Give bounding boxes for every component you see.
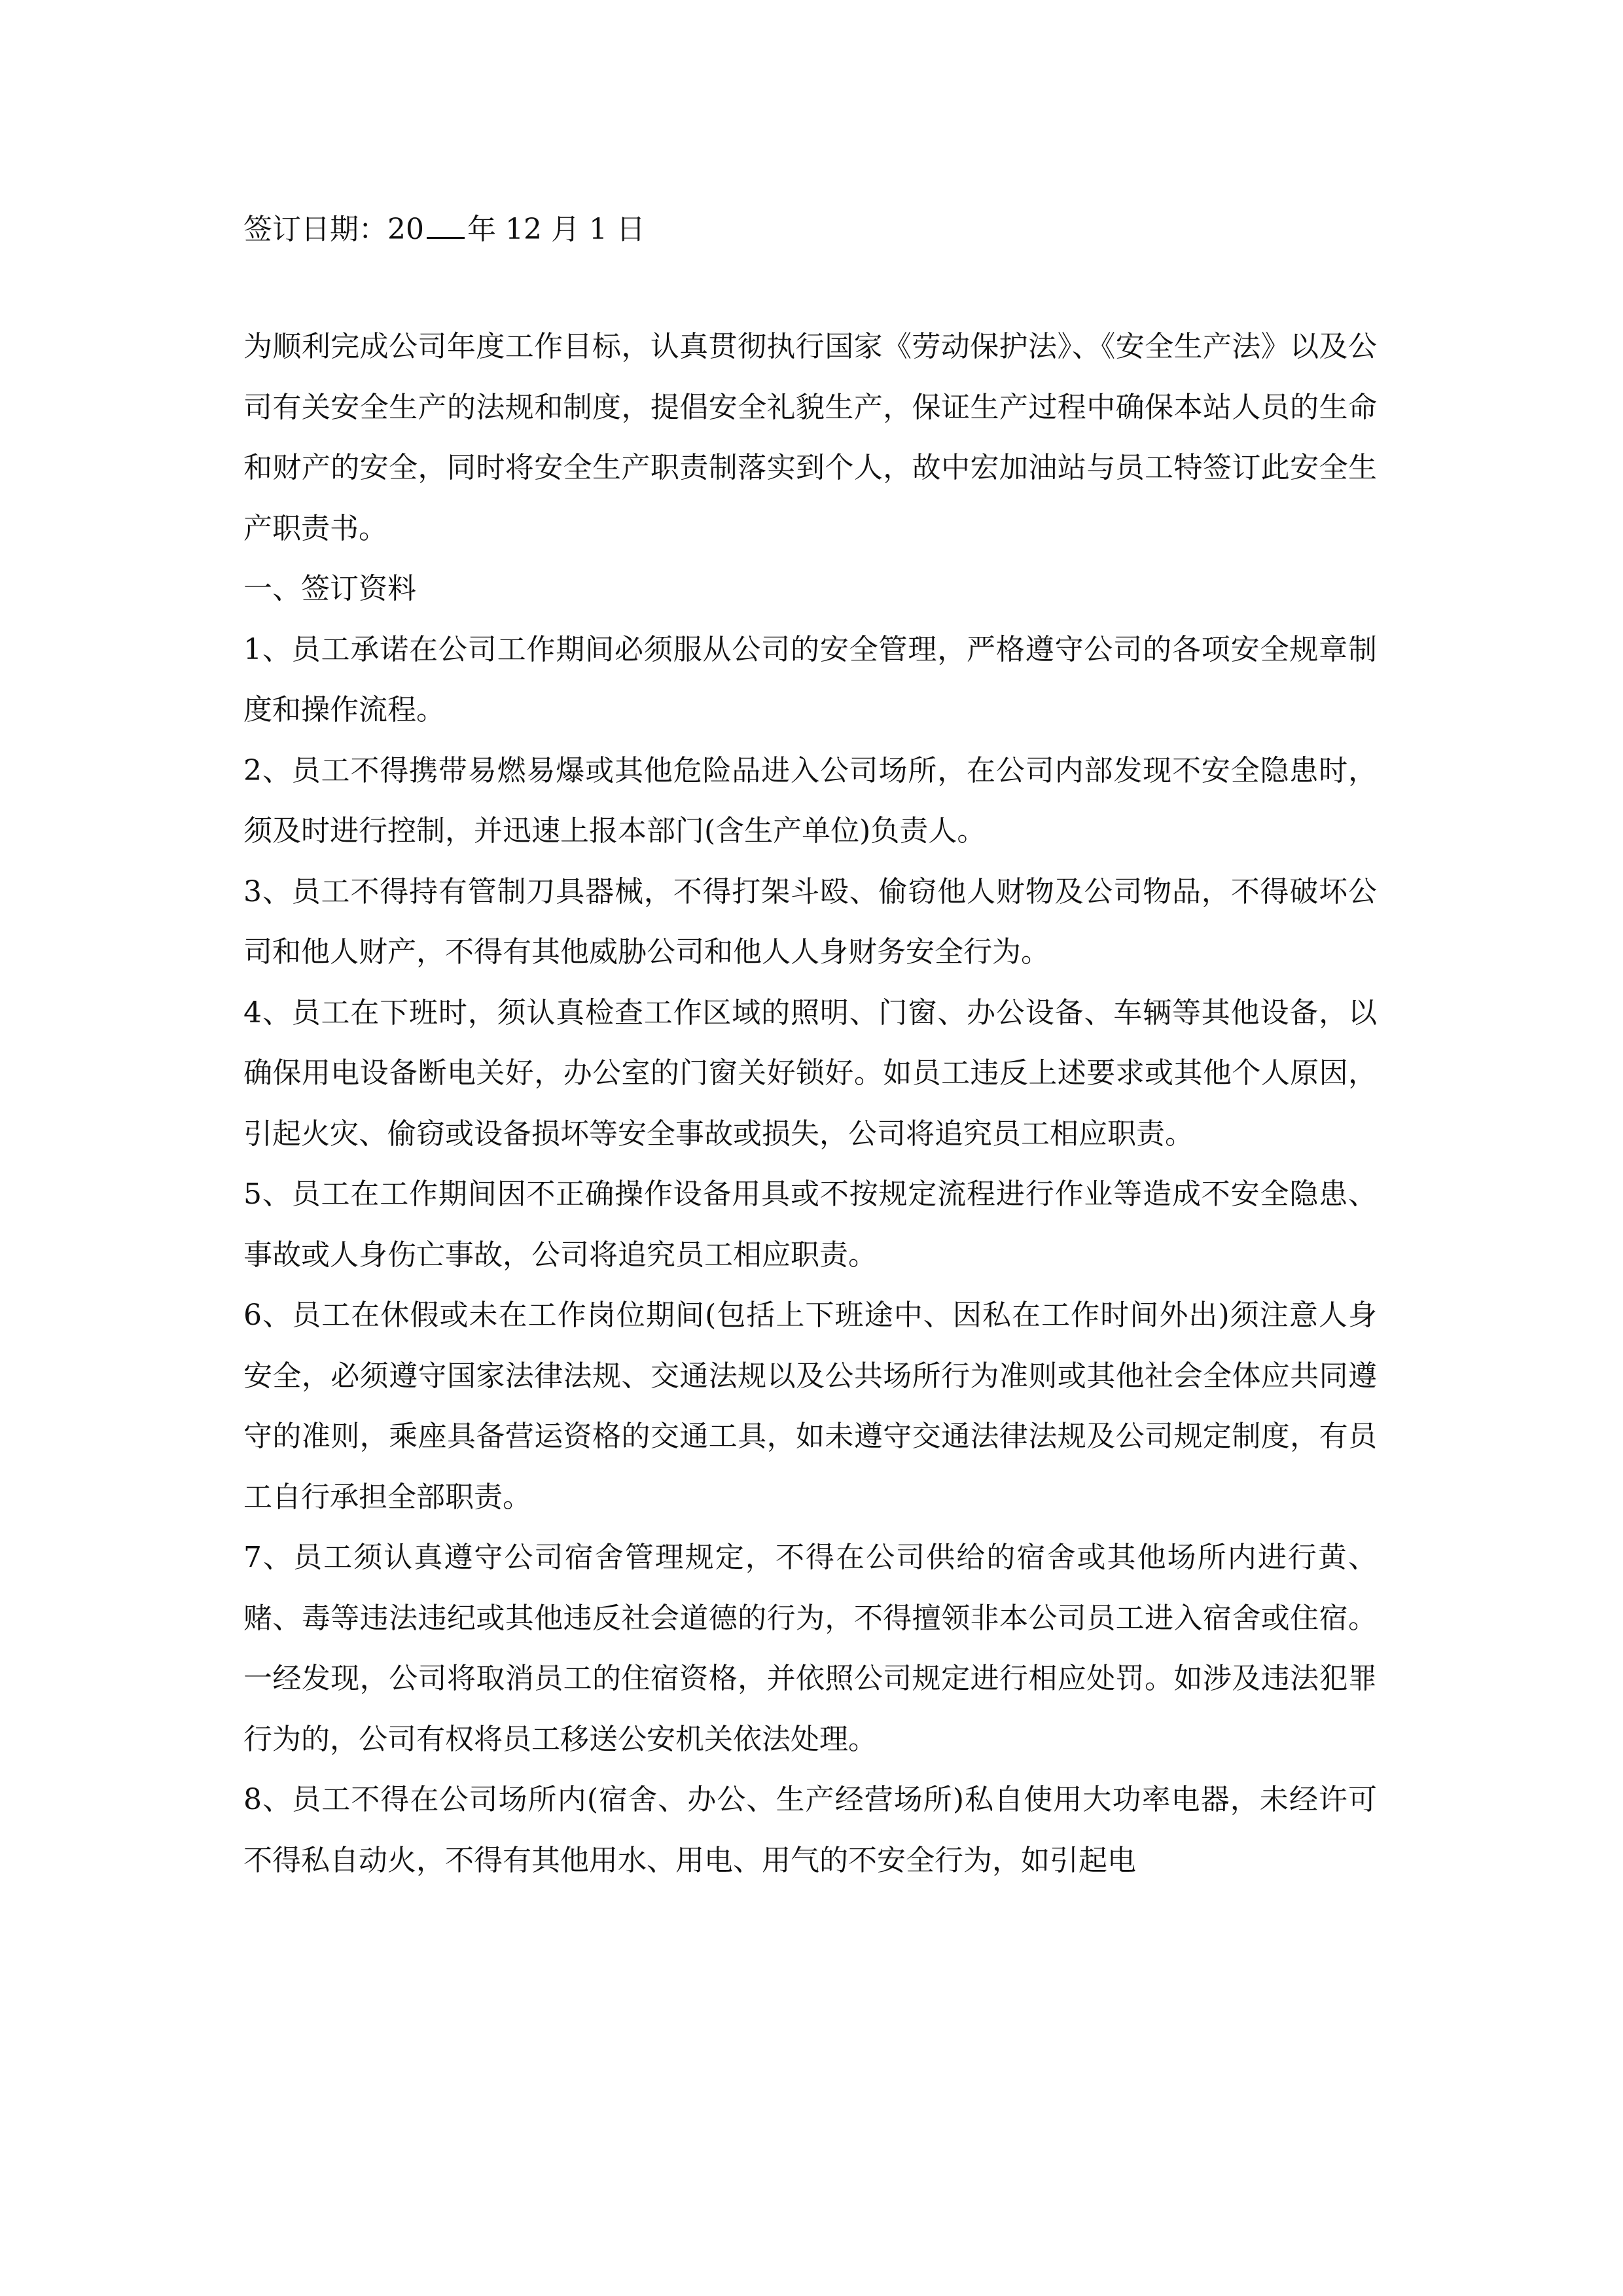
clause-1: 1、员工承诺在公司工作期间必须服从公司的安全管理，严格遵守公司的各项安全规章制度和操作流程。 xyxy=(243,632,1377,726)
signing-date-suffix: 年 12 月 1 日 xyxy=(467,213,645,246)
intro-paragraph: 为顺利完成公司年度工作目标，认真贯彻执行国家《劳动保护法》、《安全生产法》以及公司有关安全生产的法规和制度，提倡安全礼貌生产，保证生产过程中确保本站人员的生命和财产的安全，同时将安全生产职责制落实到个人，故中宏加油站与员工特签订此安全生产职责书。 xyxy=(243,330,1377,545)
document-body xyxy=(243,317,1377,1891)
clause-2: 2、员工不得携带易燃易爆或其他危险品进入公司场所，在公司内部发现不安全隐患时，须及时进行控制，并迅速上报本部门(含生产单位)负责人。 xyxy=(243,753,1377,848)
clause-6: 6、员工在休假或未在工作岗位期间(包括上下班途中、因私在工作时间外出)须注意人身安全，必须遵守国家法律法规、交通法规以及公共场所行为准则或其他社会全体应共同遵守的准则，乘座具备营运资格的交通工具，如未遵守交通法律法规及公司规定制度，有员工自行承担全部职责。 xyxy=(243,1299,1377,1514)
clause-7: 7、员工须认真遵守公司宿舍管理规定，不得在公司供给的宿舍或其他场所内进行黄、赌、毒等违法违纪或其他违反社会道德的行为，不得擅领非本公司员工进入宿舍或住宿。一经发现，公司将取消员工的住宿资格，并依照公司规定进行相应处罚。如涉及违法犯罪行为的，公司有权将员工移送公安机关依法处理。 xyxy=(243,1541,1377,1756)
section-heading-signing-content: 一、签订资料 xyxy=(243,572,416,605)
signing-date-prefix: 签订日期：20 xyxy=(243,213,424,246)
clause-4: 4、员工在下班时，须认真检查工作区域的照明、门窗、办公设备、车辆等其他设备，以确保用电设备断电关好，办公室的门窗关好锁好。如员工违反上述要求或其他个人原因，引起火灾、偷窃或设备损坏等安全事故或损失，公司将追究员工相应职责。 xyxy=(243,996,1377,1151)
clause-8: 8、员工不得在公司场所内(宿舍、办公、生产经营场所)私自使用大功率电器，未经许可不得私自动火，不得有其他用水、用电、用气的不安全行为，如引起电 xyxy=(243,1783,1377,1877)
signing-date-line xyxy=(243,208,1377,251)
clause-3: 3、员工不得持有管制刀具器械，不得打架斗殴、偷窃他人财物及公司物品，不得破坏公司和他人财产，不得有其他威胁公司和他人人身财务安全行为。 xyxy=(243,874,1377,969)
clause-5: 5、员工在工作期间因不正确操作设备用具或不按规定流程进行作业等造成不安全隐患、事故或人身伤亡事故，公司将追究员工相应职责。 xyxy=(243,1177,1377,1272)
year-blank-underline xyxy=(427,208,465,239)
